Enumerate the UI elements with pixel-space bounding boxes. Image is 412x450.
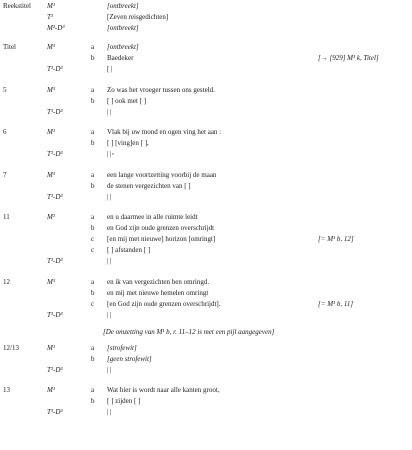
apparatus-line (0, 43, 412, 52)
variant-letter: c (91, 235, 95, 243)
apparatus-line (0, 224, 412, 233)
variant-text: | | (107, 366, 112, 374)
variant-letter: a (91, 128, 95, 136)
apparatus-line (0, 289, 412, 298)
variant-text: [ ] zijden [ ] (107, 397, 141, 405)
variant-text: | | (107, 311, 112, 319)
witness-sigil: T¹-D³ (47, 366, 63, 374)
variant-text: [ontbreekt] (107, 2, 139, 10)
variant-text: [geen strofewit] (107, 355, 152, 363)
variant-text: | |◦ (107, 150, 115, 158)
apparatus-line (0, 97, 412, 106)
variant-text: | | (107, 108, 112, 116)
variant-text: [en mij met nieuwe] horizon [omringt] (107, 235, 216, 243)
apparatus-line (0, 344, 412, 353)
apparatus-line (0, 235, 412, 244)
apparatus-line (0, 13, 412, 22)
witness-sigil: M¹ (47, 2, 55, 10)
witness-sigil: T¹ (47, 13, 53, 21)
witness-sigil: T¹-D³ (47, 193, 63, 201)
cross-reference: [= M¹ b, 12] (318, 235, 354, 243)
variant-letter: a (91, 171, 95, 179)
witness-sigil: M¹ (47, 213, 55, 221)
variant-letter: c (91, 300, 95, 308)
variant-text: Vlak bij uw mond en ogen ving het aan : (107, 128, 222, 136)
variant-text: en God zijn oude grenzen overschrijdt (107, 224, 215, 232)
apparatus-line (0, 65, 412, 74)
apparatus-line (0, 328, 412, 337)
variant-text: [ ] [ving]en [ ], (107, 139, 149, 147)
apparatus-line (0, 366, 412, 375)
apparatus-line (0, 171, 412, 180)
variant-text: [ ] afstanden [ ] (107, 246, 151, 254)
variant-text: [ ] ook met [ ] (107, 97, 147, 105)
witness-sigil: M¹ (47, 278, 55, 286)
witness-sigil: M¹ (47, 128, 55, 136)
witness-sigil: M¹ (47, 86, 55, 94)
editorial-note: [De omzetting van M¹ b, r. 11–12 is met een pijl aangegeven] (103, 328, 275, 336)
cross-reference: [→ [929] M¹ k, Titel] (318, 54, 379, 62)
apparatus-line (0, 257, 412, 266)
variant-letter: c (91, 246, 95, 254)
variant-text: [strofewit] (107, 344, 137, 352)
witness-sigil: T¹-D³ (47, 257, 63, 265)
variant-text: [Zeven reisgedichten] (107, 13, 169, 21)
apparatus-line (0, 182, 412, 191)
line-label: 5 (3, 86, 7, 94)
variant-text: en ik van vergezichten ben omringd. (107, 278, 210, 286)
variant-text: [ontbreekt] (107, 24, 139, 32)
variant-text: | | (107, 193, 112, 201)
apparatus-line (0, 278, 412, 287)
variant-letter: a (91, 386, 95, 394)
witness-sigil: T¹-D³ (47, 311, 63, 319)
variant-letter: b (91, 54, 95, 62)
variant-letter: b (91, 97, 95, 105)
variant-letter: a (91, 43, 95, 51)
apparatus-line (0, 193, 412, 202)
variant-text: [ontbreekt] (107, 43, 139, 51)
apparatus-line (0, 300, 412, 309)
variant-letter: a (91, 213, 95, 221)
apparatus-line (0, 311, 412, 320)
variant-text: [ | (107, 65, 113, 73)
apparatus-line (0, 2, 412, 11)
witness-sigil: T¹-D³ (47, 65, 63, 73)
apparatus-line (0, 54, 412, 63)
line-label: 11 (3, 213, 10, 221)
variant-text: Baedeker (107, 54, 134, 62)
variant-letter: a (91, 86, 95, 94)
variant-letter: a (91, 344, 95, 352)
variant-text: de stenen vergezichten van [ ] (107, 182, 191, 190)
variant-text: Wat hier is wordt naar alle kanten groot, (107, 386, 220, 394)
variant-letter: b (91, 139, 95, 147)
witness-sigil: M²-D³ (47, 24, 65, 32)
apparatus-line (0, 397, 412, 406)
apparatus-line (0, 355, 412, 364)
witness-sigil: T¹-D³ (47, 150, 63, 158)
apparatus-line (0, 408, 412, 417)
apparatus-line (0, 128, 412, 137)
apparatus-line (0, 139, 412, 148)
variant-text: Zo was het vroeger tussen ons gesteld. (107, 86, 215, 94)
apparatus-line (0, 86, 412, 95)
variant-letter: b (91, 355, 95, 363)
line-label: 12 (3, 278, 10, 286)
variant-letter: a (91, 278, 95, 286)
line-label: Titel (3, 43, 16, 51)
variant-text: een lange voortzetting voorbij de maan (107, 171, 217, 179)
witness-sigil: M¹ (47, 43, 55, 51)
variant-letter: b (91, 224, 95, 232)
apparatus-line (0, 213, 412, 222)
witness-sigil: T¹-D³ (47, 108, 63, 116)
variant-text: | | (107, 257, 112, 265)
variant-letter: b (91, 289, 95, 297)
variant-text: en mij met nieuwe hemelen omringt (107, 289, 209, 297)
variant-text: | | (107, 408, 112, 416)
apparatus-line (0, 246, 412, 255)
cross-reference: [= M¹ b, 11] (318, 300, 354, 308)
witness-sigil: T¹-D³ (47, 408, 63, 416)
apparatus-line (0, 108, 412, 117)
variant-text: en u daarmee in alle ruimte leidt (107, 213, 198, 221)
line-label: 7 (3, 171, 7, 179)
line-label: 12/13 (3, 344, 19, 352)
line-label: 13 (3, 386, 10, 394)
line-label: Reekstitel (3, 2, 31, 10)
variant-text: [en God zijn oude grenzen overschrijdt]. (107, 300, 221, 308)
witness-sigil: M¹ (47, 344, 55, 352)
variant-letter: b (91, 182, 95, 190)
apparatus-line (0, 150, 412, 159)
witness-sigil: M¹ (47, 386, 55, 394)
apparatus-line (0, 386, 412, 395)
line-label: 6 (3, 128, 7, 136)
apparatus-line (0, 24, 412, 33)
witness-sigil: M¹ (47, 171, 55, 179)
variant-letter: b (91, 397, 95, 405)
